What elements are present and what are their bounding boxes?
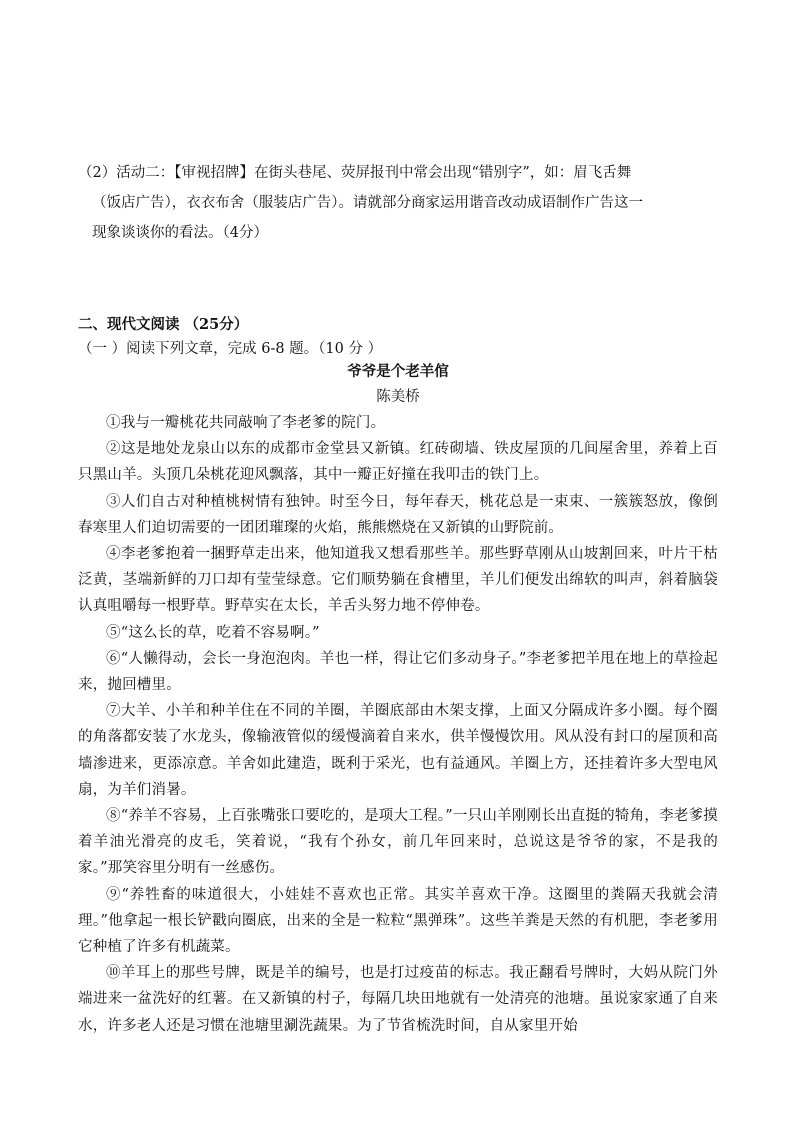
paragraph: ⑧“养羊不容易，上百张嘴张口要吃的，是项大工程。”一只山羊刚刚长出直挺的犄角，李老爹摸着羊油光滑亮的皮毛，笑着说，“我有个孙女，前几年回来时，总说这是爷爷的家，不是我的家。”那笑容里分明有一丝感伤。: [78, 808, 718, 877]
paragraph: ①我与一瓣桃花共同敲响了李老爹的院门。: [106, 415, 386, 431]
question-2-block: [78, 158, 718, 248]
paragraph: ③人们自古对种植桃树情有独钟。时至今日，每年春天，桃花总是一束束、一簇簇怒放，像倒春寒里人们迫切需要的一团团璀璨的火焰，熊熊燃烧在又新镇的山野院前。: [78, 493, 718, 536]
question-2-line-3: 现象谈谈你的看法。（4分）: [92, 225, 268, 241]
article-title: 爷爷是个老羊倌: [347, 363, 449, 380]
paragraph: ⑩羊耳上的那些号牌，既是羊的编号，也是打过疫苗的标志。我正翻看号牌时，大妈从院门外端进来一盆洗好的红薯。在又新镇的村子，每隔几块田地就有一处清亮的池塘。虽说家家通了自来水，许多老人还是习惯在池塘里涮洗蔬果。为了节省梳洗时间，自从家里开始: [78, 965, 718, 1034]
section-subtitle: （一 ）阅读下列文章，完成 6-8 题。（10 分 ）: [78, 341, 383, 357]
article-body: [78, 410, 718, 1039]
section-title: 二、现代文阅读 （25分）: [78, 316, 249, 333]
paragraph: ⑨“养牲畜的味道很大，小娃娃不喜欢也正常。其实羊喜欢干净。这圈里的粪隔天我就会清理。”他拿起一根长铲戳向圈底，出来的全是一粒粒“黑弹珠”。这些羊粪是天然的有机肥，李老爹用它种植了许多有机蔬菜。: [78, 886, 718, 956]
paragraph: ④李老爹抱着一捆野草走出来，他知道我又想看那些羊。那些野草刚从山坡割回来，叶片干枯泛黄，茎端新鲜的刀口却有莹莹绿意。它们顺势躺在食槽里，羊儿们便发出绵软的叫声，斜着脑袋认真咀嚼每一根野草。野草实在太长，羊舌头努力地不停伸卷。: [78, 546, 718, 615]
paragraph: ②这是地处龙泉山以东的成都市金堂县又新镇。红砖砌墙、铁皮屋顶的几间屋舍里，养着上百只黑山羊。头顶几朵桃花迎风飘落，其中一瓣正好撞在我叩击的铁门上。: [78, 441, 718, 484]
question-2-line-2: （饭店广告），衣衣布舍（服装店广告）。请就部分商家运用谐音改动成语制作广告这一: [92, 195, 643, 211]
article-author: 陈美桥: [376, 389, 420, 405]
paragraph: ⑦大羊、小羊和种羊住在不同的羊圈，羊圈底部由木架支撑，上面又分隔成许多小圈。每个圈的角落都安装了水龙头，像输液管似的缓慢滴着自来水，供羊慢慢饮用。风从没有封口的屋顶和高墙渗进来，更添凉意。羊舍如此建造，既利于采光，也有益通风。羊圈上方，还挂着许多大型电风扇，为羊们消暑。: [78, 703, 718, 798]
question-2-line-1: （2）活动二：【审视招牌】在街头巷尾、荧屏报刊中常会出现“错别字”，如：眉飞舌舞: [78, 165, 632, 181]
paragraph: ⑥“人懒得动，会长一身泡泡肉。羊也一样，得让它们多动身子。”李老爹把羊甩在地上的草捡起来，抛回槽里。: [78, 650, 718, 694]
paragraph: ⑤“这么长的草，吃着不容易啊。”: [106, 624, 320, 641]
reading-section: [78, 312, 718, 1039]
